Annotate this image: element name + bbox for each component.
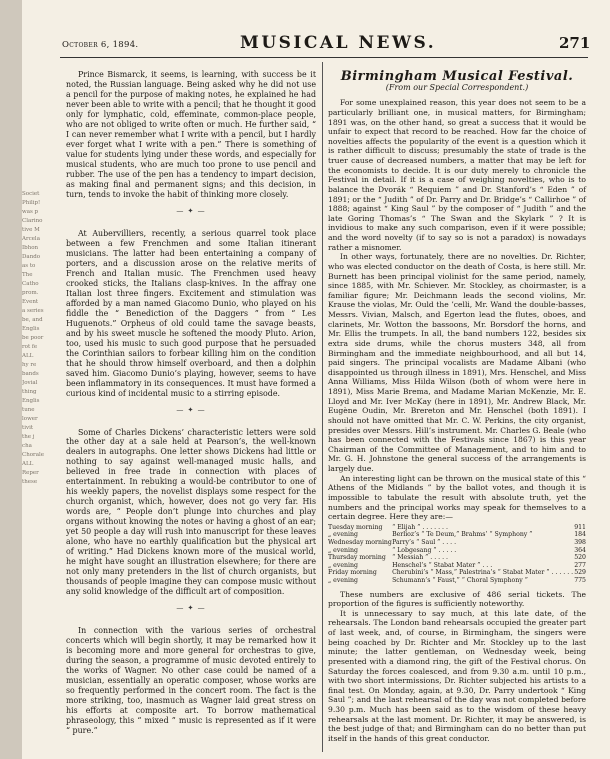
ballot-day: Thursday morning: [328, 554, 386, 562]
ballot-votes: 911: [574, 523, 586, 531]
margin-fragment: ALL: [22, 353, 34, 359]
margin-fragment: Englis: [22, 398, 40, 404]
ballot-work: “ Messiah ” . . . . .: [392, 554, 448, 562]
margin-fragment: The: [22, 272, 33, 278]
margin-fragment: Societ: [22, 191, 40, 197]
margin-fragment: as to: [22, 263, 36, 269]
ballot-row: [328, 554, 586, 562]
header-rule: [60, 57, 588, 58]
ballot-votes: 364: [574, 546, 586, 554]
margin-fragment: Ibhon: [22, 245, 39, 251]
margin-fragment: tive M: [22, 227, 40, 233]
margin-fragment: Philip!: [22, 200, 41, 206]
left-column: [66, 70, 316, 736]
article-dickens: Some of Charles Dickens’ characteristic letters were sold the other day at a sale held at Pearson’s, the well-known dealers in autographs. One letter shows Dickens had little or nothing to say against well-managed music halls, and believed in free trade in connection with places of entertainment. In rebuking a would-be contributor to one of his weekly papers, the novelist displays some respect for the church organist, which, however, does not go very far. His words are, “ People don’t plunge into churches and play organs without knowing the notes or having a ghost of an ear; yet 50 people a day will rush into manuscript for these leaves alone, who have no earthly qualification but the physical art of writing.” Had Dickens known more of the musical world, he might have sought an illustration elsewhere; for there are not only many pretenders in the list of church organists, but thousands of people imagine they can compose music without any solid knowledge of the difficult art of composition.: [66, 427, 316, 597]
ballot-row: [328, 577, 586, 585]
ballot-votes: 184: [574, 531, 586, 539]
article-bismarck: Prince Bismarck, it seems, is learning, with success be it noted, the Russian language. Being asked why he did not use a pencil for the purpose of making notes, he explained he had never been able to write with a pencil; that he thought it good only for lymphatic, cold, effeminate, common-place people, who are not obliged to write often or much. He further said, “ I can never remember what I write with a pencil, but I hardly ever forget what I write with a pen.” There is something of value for students lying under these words, and especially for musical students, who are much too prone to use pencil and rubber. The use of the pen has a tendency to impart decision, as making final and permanent signs; and this decision, in turn, tends to invoke the habit of thinking more closely.: [66, 70, 316, 199]
margin-fragment: tivit: [22, 425, 34, 431]
section-ornament: — ✦ —: [176, 604, 206, 613]
article-aubervilliers: At Aubervilliers, recently, a serious quarrel took place between a few Frenchmen and some Italian itinerant musicians. The latter had been entertaining a company of porters, and a discussion arose on the relative merits of French and Italian music. The Frenchmen used heavy crooked sticks, the Italians clasp-knives. In the affray one Italian lost three fingers. Excitement and stimulation was afforded by a man named Giacomo Dunio, who played on his fiddle the “ Benediction of the Daggers ” from “ Les Huguenots.” Orpheus of old could tame the savage beasts, and by his sweet muscle he softened the moody Pluto. Arion, too, used his music to such good purpose that he persuaded the Corinthian sailors to forbear killing him on the condition that he should throw himself overboard, and then a dolphin saved him. Giacomo Dunio’s playing, however, seems to have been inflammatory in its consequences. It must have formed a curious kind of incidental music to a stirring episode.: [66, 228, 316, 398]
margin-fragment: these: [22, 479, 38, 485]
section-ornament: — ✦ —: [176, 206, 206, 215]
margin-fragment: prom.: [22, 290, 39, 296]
scan-edge: [0, 0, 22, 759]
ballot-row: [328, 539, 586, 547]
festival-paragraph: In other ways, fortunately, there are no novelties. Dr. Richter, who was elected conductor on the death of Costa, is here still. Mr. Burnett has been principal violinist for the same period, namely, since 1885, with Mr. Schiever. Mr. Stockley, as choirmaster, is a familiar figure; Mr. Deichmann leads the second violins, Mr. Krause the violas, Mr. Ould the ’celli, Mr. Wand the double-basses, Messrs. Vivian, Malsch, and Egerton lead the flutes, oboes, and clarinets, Mr. Wotton the bassoons, Mr. Borsdorf the horns, and Mr. Ellis the trumpets. In all, the band numbers 122, besides six extra side drums, while the chorus musters 348, all from Birmingham and the immediate neighbourhood, and all but 14, paid singers. The principal vocalists are Madame Albani (who disappointed us through illness in 1891), Mrs. Henschel, and Miss Anna Williams, Miss Hilda Wilson (both of whom were here in 1891), Miss Marie Brema, and Madame Marian McKenzie, Mr. E. Lloyd and Mr. Iver McKay (here in 1891), Mr. Andrew Black, Mr. Eugène Oudin, Mr. Brereton and Mr. Henschel (both 1891). I should not have omitted that Mr. C. W. Perkins, the city organist, presides over Messrs. Hill’s instrument. Mr. Charles G. Beale (who has been connected with the Festivals since 1867) is this year Chairman of the Committee of Management, and to him and to Mr. G. H. Johnstone the general success of the arrangements is largely due.: [328, 252, 586, 473]
ballot-work: Berlioz’s “ Te Deum,” Brahms’ “ Symphony ”: [392, 531, 533, 539]
ballot-votes: 529: [574, 569, 586, 577]
column-divider: [322, 62, 323, 752]
ballot-row: [328, 531, 586, 539]
page-number: 271: [559, 34, 591, 52]
masthead-title: MUSICAL NEWS.: [240, 33, 437, 53]
ballot-table: [328, 524, 586, 585]
ballot-work: “ Lobgesang ” . . . . .: [392, 546, 457, 554]
margin-fragment: tune: [22, 407, 35, 413]
newspaper-page: [22, 0, 610, 759]
festival-paragraph: These numbers are exclusive of 486 serial tickets. The proportion of the figures is sufficiently noteworthy.: [328, 589, 586, 609]
festival-paragraph: For some unexplained reason, this year does not seem to be a particularly brilliant one, in musical matters, for Birmingham; 1891 was, on the other hand, so great a success that it would be unfair to expect that record to be reached. How far the choice of novelties affects the popularity of the event is a question which it is rather difficult to discuss; presumably the state of trade is the truer cause of decreased numbers, a matter that may be left for the economists to decide. It is our duty merely to chronicle the Festival in detail. If it is a case of weighing novelties, who is to balance the Dvorák “ Requiem ” and Dr. Stanford’s “ Eden ” of 1891; or the “ Judith ” of Dr. Parry and Dr. Bridge’s “ Callirhoe ” of 1888; against “ King Saul ” by the composer of “ Judith ” and the late Goring Thomas’s “ The Swan and the Skylark ” ? It is invidious to make any such comparison, even if it were possible; and the word novelty (if to say so is not a paradox) is nowadays rather a misnomer.: [328, 98, 586, 252]
margin-fragment: Englis: [22, 326, 40, 332]
margin-fragment: thing: [22, 389, 37, 395]
ballot-votes: 277: [574, 561, 586, 569]
margin-fragment: ALL: [22, 461, 34, 467]
festival-paragraph: An interesting light can be thrown on the musical state of this “ Athens of the Midlands ” by the ballot votes, and though it is impossible to tabulate the result with absolute truth, yet the numbers and the principal works may speak for themselves to a certain degree. Here they are:—: [328, 473, 586, 522]
margin-fragment: Clarino: [22, 218, 43, 224]
margin-fragment: Dando: [22, 254, 41, 260]
article-wagner: In connection with the various series of orchestral concerts which will begin shortly, it may be remarked how it is becoming more and more general for orchestras to give, during the season, a programme of music devoted entirely to the works of Wagner. No other case could be named of a musician, essentially an operatic composer, whose works are so frequently performed in the concert room. The fact is the more striking, too, inasmuch as Wagner laid great stress on his efforts at composite art. To borrow mathematical phraseology, this “ mixed ” music is represented as if it were “ pure.”: [66, 626, 316, 736]
adjacent-page-margin: [22, 190, 56, 750]
margin-fragment: the j: [22, 434, 35, 440]
ballot-day: „ evening: [328, 546, 358, 554]
issue-date: October 6, 1894.: [62, 40, 139, 50]
ballot-work: Cherubini’s “ Mass,” Palestrina’s “ Stabat Mater ” . . . . . .: [392, 569, 574, 577]
ballot-day: Wednesday morning: [328, 538, 392, 546]
margin-fragment: be, and: [22, 317, 43, 323]
margin-fragment: lower: [22, 416, 38, 422]
ballot-day: „ evening: [328, 531, 358, 539]
margin-fragment: Reper: [22, 470, 39, 476]
margin-fragment: Catho: [22, 281, 39, 287]
festival-subheading: (From our Special Correspondent.): [385, 82, 529, 92]
ballot-day: „ evening: [328, 576, 358, 584]
ballot-votes: 775: [574, 576, 586, 584]
ballot-day: Friday morning: [328, 569, 377, 577]
margin-fragment: Event: [22, 299, 39, 305]
margin-fragment: Jovial: [22, 380, 38, 386]
margin-fragment: bands: [22, 371, 39, 377]
ballot-row: [328, 524, 586, 532]
festival-paragraph: It is unnecessary to say much, at this late date, of the rehearsals. The London band rehearsals occupied the greater part of last week, and, of course, in Birmingham, the singers were being coached by Dr. Richter and Mr. Stockley up to the last minute; the latter gentleman, on Wednesday week, being presented with a diamond ring, the gift of the Festival chorus. On Saturday the forces coalesced, and from 9.30 a.m. until 10 p.m., with two short intermissions, Dr. Richter subjected his artists to a final test. On Monday, again, at 9.30, Dr. Parry undertook “ King Saul ”; and the last rehearsal of the day was not completed before 9.30 p.m. Much has been said as to the wisdom of these heavy rehearsals at the last moment. Dr. Richter, it may be answered, is the best judge of that; and Birmingham can do no better than put itself in the hands of this great conductor.: [328, 608, 586, 743]
margin-fragment: was p: [22, 209, 39, 215]
ballot-work: Henschel’s “ Stabat Mater ” . . .: [392, 561, 493, 569]
ballot-work: “ Elijah ” . . . . . . .: [392, 523, 448, 531]
margin-fragment: Arcela: [22, 236, 40, 242]
ballot-work: Parry’s “ Saul ” . . . .: [392, 538, 457, 546]
ballot-day: Tuesday morning: [328, 523, 383, 531]
ballot-row: [328, 569, 586, 577]
margin-fragment: cha: [22, 443, 32, 449]
margin-fragment: rot fe: [22, 344, 38, 350]
margin-fragment: Chorale: [22, 452, 44, 458]
ballot-row: [328, 562, 586, 570]
festival-heading: Birmingham Musical Festival.: [340, 69, 574, 84]
section-ornament: — ✦ —: [176, 405, 206, 414]
ballot-row: [328, 547, 586, 555]
ballot-votes: 520: [574, 554, 586, 562]
ballot-day: „ evening: [328, 561, 358, 569]
margin-fragment: a series: [22, 308, 44, 314]
ballot-votes: 398: [574, 538, 586, 546]
margin-fragment: hy re: [22, 362, 37, 368]
right-column: [328, 69, 586, 744]
margin-fragment: be poor: [22, 335, 44, 341]
ballot-work: Schumann’s “ Faust,” “ Choral Symphony ”: [392, 576, 528, 584]
